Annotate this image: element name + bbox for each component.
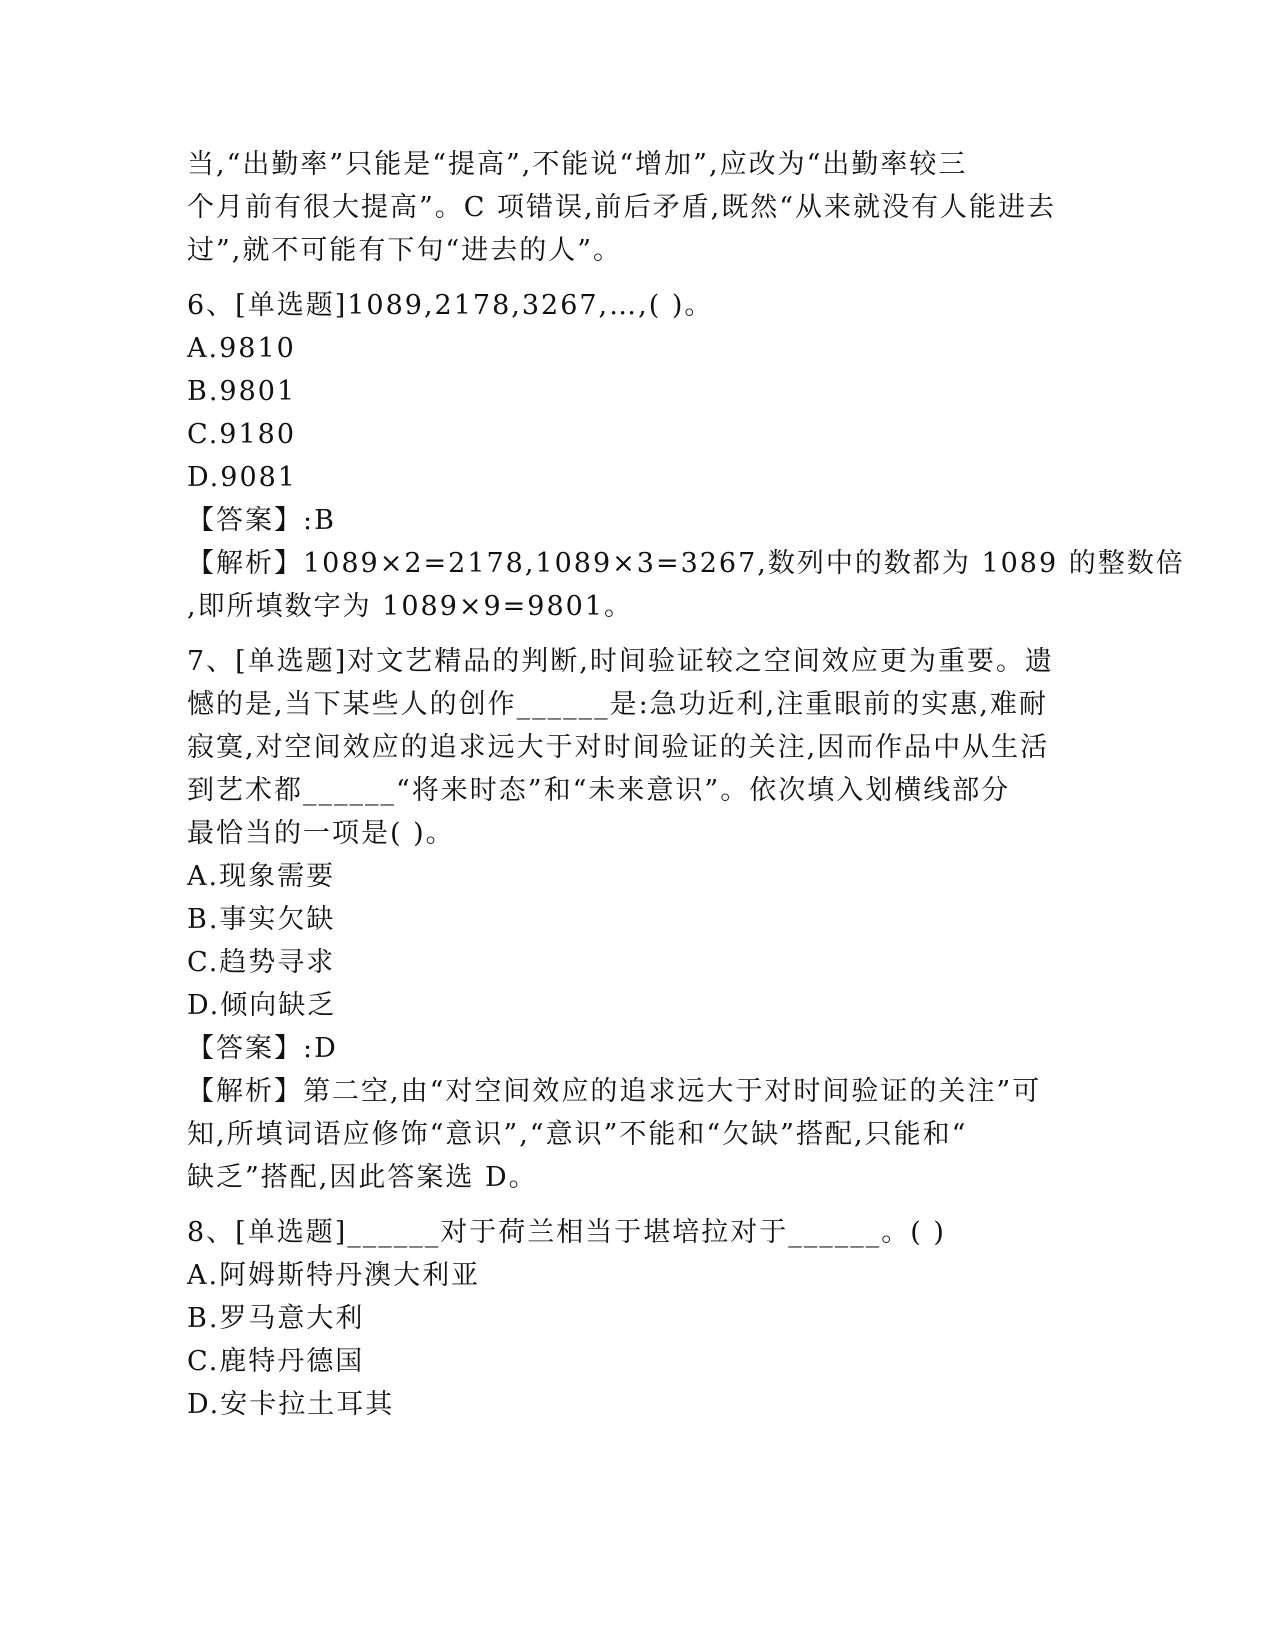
option-b: B.事实欠缺 [187, 904, 336, 935]
option-a: A.9810 [187, 333, 296, 364]
question-stem: 8、[单选题]______对于荷兰相当于堪培拉对于______。( ) [187, 1217, 946, 1248]
option-c: C.趋势寻求 [187, 947, 336, 978]
option-b: B.9801 [187, 376, 297, 407]
option-c: C.9180 [187, 419, 296, 450]
question-stem: 最恰当的一项是( )。 [187, 818, 455, 849]
answer-line: 【答案】:B [187, 505, 336, 536]
analysis-line: 知,所填词语应修饰“意识”,“意识”不能和“欠缺”搭配,只能和“ [187, 1119, 968, 1150]
option-d: D.安卡拉土耳其 [187, 1389, 395, 1420]
text-line: 个月前有很大提高”。C 项错误,前后矛盾,既然“从来就没有人能进去 [187, 192, 1057, 223]
option-d: D.9081 [187, 462, 297, 493]
analysis-line: 缺乏”搭配,因此答案选 D。 [187, 1162, 538, 1193]
text-line: 过”,就不可能有下句“进去的人”。 [187, 235, 622, 266]
question-stem: 7、[单选题]对文艺精品的判断,时间验证较之空间效应更为重要。遗 [187, 646, 1054, 677]
question-8 [187, 1211, 1087, 1426]
document-page [187, 143, 1185, 1426]
question-6 [187, 284, 1185, 628]
text-line: 当,“出勤率”只能是“提高”,不能说“增加”,应改为“出勤率较三 [187, 149, 968, 180]
question-stem: 憾的是,当下某些人的创作______是:急功近利,注重眼前的实惠,难耐 [187, 689, 1048, 720]
analysis-line: 【解析】第二空,由“对空间效应的追求远大于对时间验证的关注”可 [187, 1076, 1042, 1107]
answer-line: 【答案】:D [187, 1033, 338, 1064]
analysis-line: 【解析】1089×2=2178,1089×3=3267,数列中的数都为 1089 的整数倍 [187, 548, 1185, 579]
analysis-line: ,即所填数字为 1089×9=9801。 [187, 591, 634, 622]
question-7 [187, 640, 1087, 1199]
question-stem: 寂寞,对空间效应的追求远大于对时间验证的关注,因而作品中从生活 [187, 732, 1050, 763]
option-a: A.阿姆斯特丹澳大利亚 [187, 1260, 481, 1291]
option-a: A.现象需要 [187, 861, 336, 892]
option-c: C.鹿特丹德国 [187, 1346, 365, 1377]
option-b: B.罗马意大利 [187, 1303, 365, 1334]
intro-paragraph [187, 143, 1087, 272]
question-stem: 6、[单选题]1089,2178,3267,…,( )。 [187, 290, 714, 321]
question-stem: 到艺术都______“将来时态”和“未来意识”。依次填入划横线部分 [187, 775, 1011, 806]
option-d: D.倾向缺乏 [187, 990, 337, 1021]
